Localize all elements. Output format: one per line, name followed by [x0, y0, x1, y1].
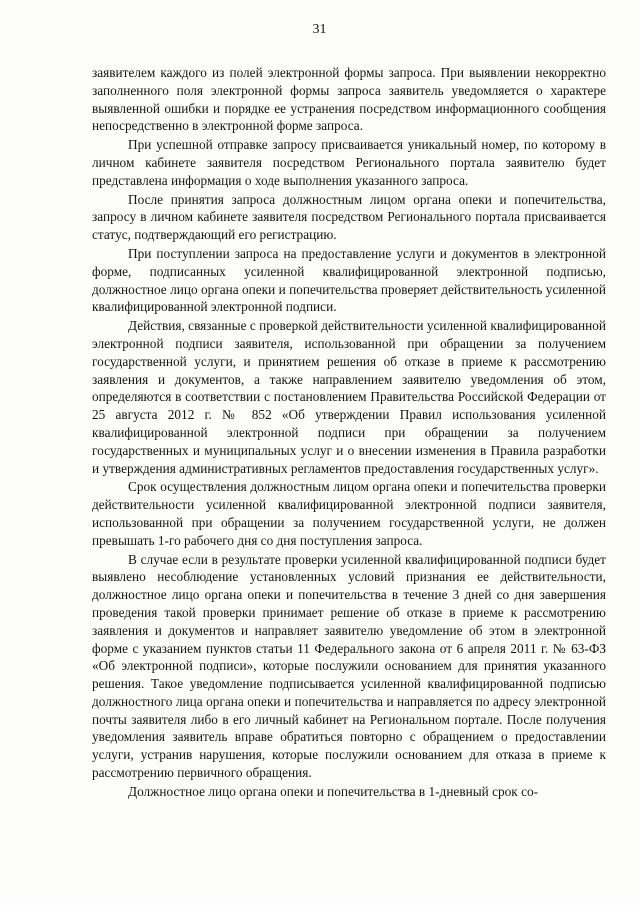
paragraph: Должностное лицо органа опеки и попечительства в 1-дневный срок со-	[128, 783, 539, 799]
paragraph: Действия, связанные с проверкой действительности усиленной квалифицированной электронной подписи заявителя, использованной при обращении за получением государственной услуги, и принятием решения об отказе в приеме к рассмотрению заявления и документов, а также направлением заявителю уведомления об этом, определяются в соответствии с постановлением Правительства Российской Федерации от 25 августа 2012 г. № 852 «Об утверждении Правил использования усиленной квалифицированной электронной подписи при обращении за получением государственных и муниципальных услуг и о внесении изменения в Правила разработки и утверждения административных регламентов предоставления государственных услуг».	[92, 318, 606, 476]
paragraph: Срок осуществления должностным лицом органа опеки и попечительства проверки действительности усиленной квалифицированной электронной подписи заявителя, использованной при обращении за получением государственной услуги, не должен превышать 1-го рабочего дня со дня поступления запроса.	[92, 479, 606, 548]
paragraph: После принятия запроса должностным лицом органа опеки и попечительства, запросу в личном кабинете заявителя посредством Регионального портала присваивается статус, подтверждающий его регистрацию.	[92, 191, 606, 243]
paragraph: заявителем каждого из полей электронной формы запроса. При выявлении некорректно заполненного поля электронной формы запроса заявитель уведомляется о характере выявленной ошибки и порядке ее устранения посредством информационного сообщения непосредственно в электронной форме запроса.	[92, 65, 606, 134]
paragraph: При успешной отправке запросу присваивается уникальный номер, по которому в личном кабинете заявителя посредством Регионального портала заявителю будет представлена информация о ходе выполнения указанного запроса.	[92, 137, 606, 188]
paragraph: В случае если в результате проверки усиленной квалифицированной подписи будет выявлено несоблюдение установленных условий признания ее действительности, должностное лицо органа опеки и попечительства в течение 3 дней со дня завершения проведения такой проверки принимает решение об отказе в приеме к рассмотрению заявления и документов и направляет заявителю уведомление об этом в электронной форме с указанием пунктов статьи 11 Федерального закона от 6 апреля 2011 г. № 63-ФЗ «Об электронной подписи», которые послужили основанием для принятия указанного решения. Такое уведомление подписывается усиленной квалифицированной подписью должностного лица органа опеки и попечительства и направляется по адресу электронной почты заявителя либо в его личный кабинет на Региональном портале. После получения уведомления заявитель вправе обратиться повторно с обращением о предоставлении услуги, устранив нарушения, которые послужили основанием для отказа в приеме к рассмотрению первичного обращения.	[92, 551, 606, 781]
page-number: 31	[312, 22, 327, 37]
document-body	[92, 64, 606, 801]
paragraph: При поступлении запроса на предоставление услуги и документов в электронной форме, подписанных усиленной квалифицированной электронной подписью, должностное лицо органа опеки и попечительства проверяет действительность усиленной квалифицированной электронной подписи.	[92, 245, 606, 315]
